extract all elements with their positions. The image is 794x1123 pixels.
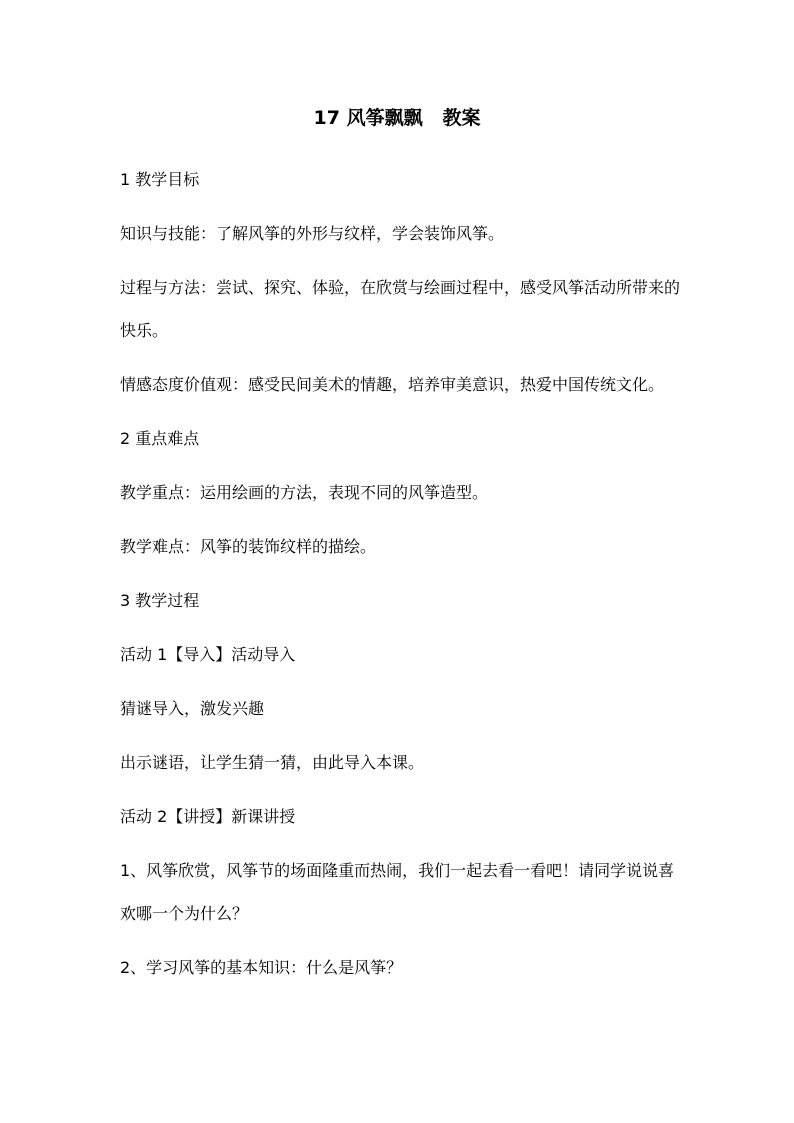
paragraph-kite-basics: 2、学习风筝的基本知识：什么是风筝？	[120, 958, 403, 977]
paragraph-riddle-intro: 猜谜导入，激发兴趣	[120, 699, 265, 718]
paragraph-process-methods: 过程与方法：尝试、探究、体验，在欣赏与绘画过程中，感受风筝活动所带来的快乐。	[120, 278, 681, 340]
activity-1-heading: 活动 1【导入】活动导入	[120, 645, 296, 664]
section-heading-process: 3 教学过程	[120, 591, 200, 610]
paragraph-teaching-focus: 教学重点：运用绘画的方法，表现不同的风筝造型。	[120, 483, 489, 502]
paragraph-knowledge-skills: 知识与技能：了解风筝的外形与纹样，学会装饰风筝。	[120, 224, 505, 243]
section-heading-key-points: 2 重点难点	[120, 429, 200, 448]
document-title: 17 风筝飘飘 教案	[313, 107, 481, 129]
paragraph-kite-appreciation: 1、风筝欣赏，风筝节的场面隆重而热闹，我们一起去看一看吧！请同学说说喜欢哪一个为什么？	[120, 861, 675, 923]
section-heading-objectives: 1 教学目标	[120, 170, 200, 189]
document-body	[120, 158, 680, 989]
activity-2-heading: 活动 2【讲授】新课讲授	[120, 807, 296, 826]
paragraph-teaching-difficulty: 教学难点：风筝的装饰纹样的描绘。	[120, 537, 377, 556]
paragraph-emotion-values: 情感态度价值观：感受民间美术的情趣，培养审美意识，热爱中国传统文化。	[120, 375, 665, 394]
paragraph-show-riddle: 出示谜语，让学生猜一猜，由此导入本课。	[120, 753, 425, 772]
